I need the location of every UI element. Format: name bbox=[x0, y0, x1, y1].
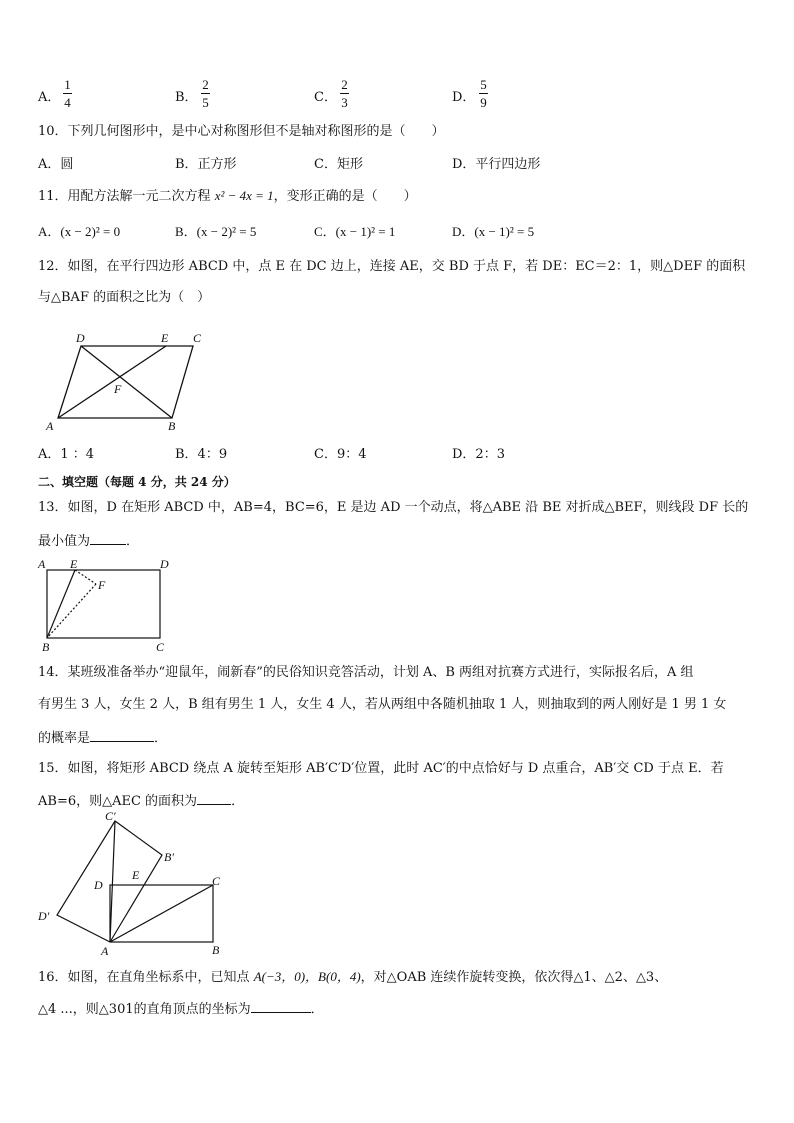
segment-be bbox=[47, 570, 75, 638]
label-a: A bbox=[46, 419, 54, 433]
q9-option-d-letter: D． bbox=[452, 90, 476, 105]
q12-option-a: A．1 ：4 bbox=[38, 447, 95, 462]
label-c: C bbox=[156, 640, 165, 652]
section-title: 二、填空题（每题 4 分，共 24 分） bbox=[38, 475, 236, 489]
q16-points: A(−3，0)，B(0，4) bbox=[253, 969, 361, 984]
label-b: B bbox=[42, 640, 50, 652]
q10-stem: 10．下列几何图形中，是中心对称图形但不是轴对称图形的是（ ） bbox=[38, 124, 445, 139]
q9-option-b-letter: B． bbox=[175, 90, 198, 105]
q9-option-d-fraction bbox=[479, 77, 488, 110]
q11-option-d: D．(x − 1)² = 5 bbox=[452, 224, 535, 239]
q14-period: ． bbox=[154, 731, 168, 746]
q15-text: AB=6，则△AEC 的面积为 bbox=[38, 794, 198, 809]
label-a: A bbox=[101, 944, 109, 958]
label-f: F bbox=[98, 578, 106, 592]
label-f: F bbox=[114, 382, 122, 396]
q9-option-b-fraction bbox=[201, 77, 210, 110]
label-c-prime: C′ bbox=[105, 812, 116, 823]
numerator: 2 bbox=[202, 77, 209, 92]
segment-ef bbox=[75, 570, 96, 584]
q12-parallelogram-figure bbox=[40, 326, 215, 436]
q14-line1: 14．某班级准备举办“迎鼠年，闹新春”的民俗知识竞答活动，计划 A、B 两组对抗赛方式进行，实际报名后，A 组 bbox=[38, 665, 694, 680]
q9-option-a-letter: A． bbox=[38, 90, 61, 105]
label-e: E bbox=[70, 557, 78, 571]
q16-text: 16．如图，在直角坐标系中，已知点 bbox=[38, 970, 254, 985]
q10-option-d: D．平行四边形 bbox=[452, 157, 541, 172]
label-c: C bbox=[212, 874, 221, 888]
label-d: D bbox=[160, 557, 169, 571]
label-e: E bbox=[161, 331, 169, 345]
q16-line2 bbox=[38, 1000, 324, 1018]
q9-option-a-fraction bbox=[63, 77, 72, 110]
q12-stem-line2: 与△BAF 的面积之比为（ ） bbox=[38, 290, 211, 305]
q12-option-b: B．4：9 bbox=[175, 447, 228, 462]
diagonal-ac1 bbox=[110, 821, 115, 942]
q9-option-c-letter: C． bbox=[314, 90, 337, 105]
q14-answer-blank[interactable] bbox=[90, 729, 154, 742]
q11-stem-text: 11．用配方法解一元二次方程 bbox=[38, 189, 215, 204]
q13-stem-text: 最小值为 bbox=[38, 534, 91, 549]
q12-option-d: D．2：3 bbox=[452, 447, 505, 462]
q14-line3 bbox=[38, 729, 167, 747]
q10-option-b: B．正方形 bbox=[175, 157, 237, 172]
q12-stem-line1: 12．如图，在平行四边形 ABCD 中，点 E 在 DC 边上，连接 AE，交 BD 于点 F，若 DE：EC＝2：1，则△DEF 的面积 bbox=[38, 259, 746, 274]
q14-text: 的概率是 bbox=[38, 731, 91, 746]
q15-answer-blank[interactable] bbox=[197, 792, 231, 805]
q13-answer-blank[interactable] bbox=[90, 532, 126, 545]
q11-stem bbox=[38, 188, 417, 205]
q13-rectangle-figure bbox=[36, 556, 176, 652]
denominator: 9 bbox=[480, 95, 487, 110]
label-d: D bbox=[76, 331, 85, 345]
q16-answer-blank[interactable] bbox=[251, 1000, 311, 1013]
q16-text-2: △4 ...，则△301的直角顶点的坐标为 bbox=[38, 1002, 251, 1017]
label-e: E bbox=[132, 868, 140, 882]
q13-stem-line1: 13．如图，D 在矩形 ABCD 中，AB=4，BC=6，E 是边 AD 一个动点，将△ABE 沿 BE 对折成△BEF，则线段 DF 长的 bbox=[38, 500, 749, 515]
q10-option-a: A．圆 bbox=[38, 157, 74, 172]
q11-option-a: A．(x − 2)² = 0 bbox=[38, 224, 121, 239]
q12-option-c: C．9：4 bbox=[314, 447, 367, 462]
numerator: 1 bbox=[64, 77, 71, 92]
q15-rotation-figure bbox=[34, 812, 234, 958]
q16-period: ． bbox=[310, 1002, 324, 1017]
q15-line1: 15．如图，将矩形 ABCD 绕点 A 旋转至矩形 AB′C′D′位置，此时 AC′的中点恰好与 D 点重合，AB′交 CD 于点 E．若 bbox=[38, 761, 724, 776]
diagonal-ac bbox=[110, 885, 213, 942]
q13-period: ． bbox=[126, 534, 140, 549]
q9-option-c-fraction bbox=[340, 77, 349, 110]
q10-option-c: C．矩形 bbox=[314, 157, 363, 172]
denominator: 5 bbox=[202, 95, 209, 110]
label-c: C bbox=[193, 331, 202, 345]
denominator: 4 bbox=[64, 95, 71, 110]
q13-stem-line2 bbox=[38, 532, 139, 550]
q14-line2: 有男生 3 人，女生 2 人，B 组有男生 1 人，女生 4 人，若从两组中各随机抽取 1 人，则抽取到的两人刚好是 1 男 1 女 bbox=[38, 697, 727, 712]
denominator: 3 bbox=[341, 95, 348, 110]
label-d-prime: D′ bbox=[38, 909, 50, 923]
label-b-prime: B′ bbox=[164, 850, 174, 864]
label-b: B bbox=[168, 419, 176, 433]
numerator: 2 bbox=[341, 77, 348, 92]
q15-line2 bbox=[38, 792, 244, 810]
label-a: A bbox=[38, 557, 46, 571]
label-b: B bbox=[212, 943, 220, 957]
segment-ae bbox=[58, 346, 166, 418]
q11-equation: x² − 4x = 1 bbox=[214, 188, 274, 203]
segment-bf bbox=[47, 584, 96, 638]
q15-period: ． bbox=[231, 794, 245, 809]
diagonal-bd bbox=[81, 346, 172, 418]
q11-option-c: C．(x − 1)² = 1 bbox=[314, 224, 396, 239]
q16-line1 bbox=[38, 969, 667, 986]
numerator: 5 bbox=[480, 77, 487, 92]
q11-option-b: B．(x − 2)² = 5 bbox=[175, 224, 257, 239]
q16-text-tail: ，对△OAB 连续作旋转变换，依次得△1、△2、△3、 bbox=[360, 970, 668, 985]
q11-stem-tail: ，变形正确的是（ ） bbox=[273, 189, 417, 204]
label-d: D bbox=[94, 878, 103, 892]
